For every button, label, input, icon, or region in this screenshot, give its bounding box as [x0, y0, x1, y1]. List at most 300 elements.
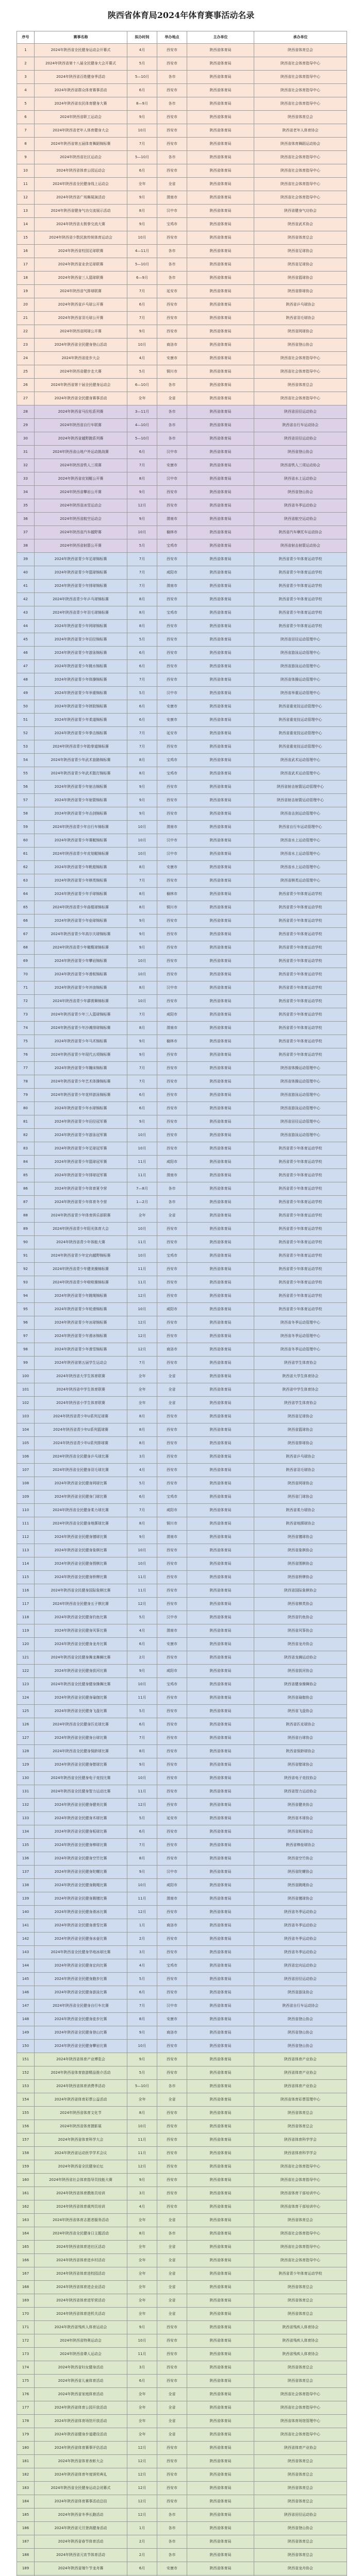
cell-time: 9月: [127, 218, 157, 231]
cell-organizer: 陕西省中学生体育协会: [254, 1383, 347, 1397]
cell-time: 10月: [127, 821, 157, 834]
table-row: [17, 1370, 347, 1383]
table-row: [17, 914, 347, 928]
cell-host: 陕西省体育局: [187, 513, 254, 526]
cell-time: 5月: [127, 365, 157, 379]
cell-time: 6—9月: [127, 272, 157, 285]
cell-event-name: 2024年陕西省全民健身滑雪比赛: [35, 1919, 127, 1933]
cell-no: 90: [17, 1236, 35, 1249]
cell-time: 全年: [127, 2388, 157, 2401]
cell-no: 147: [17, 1999, 35, 2013]
cell-event-name: 2024年陕西省全民健身徒步比赛: [35, 2013, 127, 2026]
cell-time: 12月: [127, 1316, 157, 1330]
cell-event-name: 2024年陕西省全民健身空竹比赛: [35, 1852, 127, 1866]
table-row: [17, 1584, 347, 1598]
cell-host: 陕西省体育局: [187, 2107, 254, 2120]
cell-host: 陕西省体育局: [187, 44, 254, 57]
cell-organizer: 陕西省田径运动协会: [254, 432, 347, 446]
table-row: [17, 205, 347, 218]
cell-host: 陕西省体育局: [187, 84, 254, 97]
cell-place: 渭南市: [157, 1624, 187, 1638]
cell-host: 陕西省体育局: [187, 2375, 254, 2388]
table-row: [17, 1772, 347, 1785]
cell-place: 西安市: [157, 914, 187, 928]
cell-time: 7月: [127, 1999, 157, 2013]
table-row: [17, 1102, 347, 1115]
cell-event-name: 2024年陕西省青少年羽毛球锦标赛: [35, 606, 127, 620]
column-header-host: 主办单位: [187, 31, 254, 44]
cell-place: 西安市: [157, 1089, 187, 1102]
cell-organizer: 陕西省拔河协会: [254, 1665, 347, 1678]
cell-no: 17: [17, 258, 35, 272]
table-row: [17, 2200, 347, 2214]
cell-time: 6月: [127, 1102, 157, 1115]
cell-place: 各市: [157, 2080, 187, 2093]
cell-time: 全年: [127, 2214, 157, 2227]
cell-no: 34: [17, 486, 35, 499]
cell-organizer: 陕西省汽车摩托车运动协会: [254, 526, 347, 539]
cell-place: 西安市: [157, 1691, 187, 1705]
cell-host: 陕西省体育局: [187, 1263, 254, 1276]
cell-time: 9月: [127, 513, 157, 526]
cell-time: 9月: [127, 191, 157, 205]
cell-place: 各市: [157, 258, 187, 272]
cell-time: 8月: [127, 472, 157, 486]
cell-organizer: 陕西省社会体育指导中心: [254, 2241, 347, 2254]
cell-organizer: 陕西省体育总会: [254, 2120, 347, 2133]
table-row: [17, 2401, 347, 2415]
cell-event-name: 2024年陕西省青少年曲棍球锦标赛: [35, 901, 127, 914]
cell-event-name: 2024年陕西省青少年手球锦标赛: [35, 888, 127, 901]
cell-place: 西安市: [157, 995, 187, 1008]
cell-no: 99: [17, 1357, 35, 1370]
table-row: [17, 298, 347, 312]
cell-place: 汉中市: [157, 834, 187, 848]
cell-host: 陕西省体育局: [187, 995, 254, 1008]
cell-time: 11月: [127, 1276, 157, 1290]
cell-organizer: 陕西省冬季运动协会: [254, 499, 347, 513]
cell-no: 46: [17, 647, 35, 660]
cell-event-name: 2024年陕西省全民健身门球比赛: [35, 1490, 127, 1504]
cell-place: 安康市: [157, 2562, 187, 2575]
cell-place: 西安市: [157, 1772, 187, 1785]
cell-no: 97: [17, 1330, 35, 1343]
cell-event-name: 2024年陕西省全民健身匹克球比赛: [35, 1718, 127, 1732]
cell-event-name: 2024年陕西省越野跑系列赛: [35, 432, 127, 446]
cell-no: 50: [17, 700, 35, 714]
cell-no: 70: [17, 968, 35, 981]
cell-event-name: 2024年陕西省健身步道建设活动: [35, 2428, 127, 2442]
cell-no: 100: [17, 1370, 35, 1383]
cell-event-name: 2024年陕西省全民健身踢毽比赛: [35, 1892, 127, 1906]
cell-organizer: 陕西省毽球协会: [254, 1531, 347, 1544]
cell-event-name: 2024年陕西省体育进社区活动: [35, 2241, 127, 2254]
cell-time: 7月: [127, 874, 157, 888]
cell-organizer: 陕西省乒乓球协会: [254, 1450, 347, 1464]
table-row: [17, 2428, 347, 2442]
cell-no: 65: [17, 901, 35, 914]
cell-no: 51: [17, 714, 35, 727]
cell-no: 3: [17, 71, 35, 84]
cell-time: 9月: [127, 2053, 157, 2066]
cell-organizer: 陕西省桥牌协会: [254, 1571, 347, 1584]
cell-no: 88: [17, 1209, 35, 1223]
cell-no: 130: [17, 1772, 35, 1785]
cell-place: 宝鸡市: [157, 539, 187, 553]
cell-organizer: 陕西省壁球协会: [254, 1758, 347, 1772]
cell-time: 8月: [127, 1745, 157, 1758]
cell-organizer: 陕西省社会体育指导中心: [254, 178, 347, 191]
cell-organizer: 陕西省自行车运动协会: [254, 1999, 347, 2013]
cell-organizer: 陕西省青少年体育运动学校: [254, 1263, 347, 1276]
cell-place: 各市: [157, 97, 187, 111]
cell-place: 西安市: [157, 1933, 187, 1946]
table-row: [17, 1758, 347, 1772]
cell-time: 全年: [127, 2294, 157, 2308]
table-row: [17, 1624, 347, 1638]
cell-host: 陕西省体育局: [187, 2522, 254, 2535]
cell-organizer: 陕西省射击射箭运动管理中心: [254, 794, 347, 807]
cell-no: 72: [17, 995, 35, 1008]
cell-no: 95: [17, 1303, 35, 1316]
cell-time: 11月: [127, 2348, 157, 2361]
cell-organizer: 陕西省定向运动协会: [254, 1959, 347, 1973]
cell-host: 陕西省体育局: [187, 2214, 254, 2227]
table-row: [17, 325, 347, 338]
cell-no: 115: [17, 1571, 35, 1584]
cell-place: 各市: [157, 272, 187, 285]
table-row: [17, 1397, 347, 1410]
cell-event-name: 2024年陕西省全民健身冰壶比赛: [35, 1933, 127, 1946]
cell-no: 7: [17, 124, 35, 138]
cell-organizer: 陕西省青少年体育运动学校: [254, 928, 347, 941]
cell-host: 陕西省体育局: [187, 1557, 254, 1571]
cell-event-name: 2024年陕西省青少年跳水锦标赛: [35, 660, 127, 673]
cell-event-name: 2024年陕西省青少年橄榄球锦标赛: [35, 941, 127, 955]
cell-organizer: 陕西省青少年体育运动学校: [254, 1182, 347, 1196]
cell-no: 136: [17, 1852, 35, 1866]
cell-no: 23: [17, 338, 35, 352]
table-row: [17, 231, 347, 245]
cell-organizer: 陕西省篮球协会: [254, 272, 347, 285]
table-row: [17, 1638, 347, 1651]
cell-event-name: 2024年陕西省全民健身拔河比赛: [35, 1665, 127, 1678]
table-row: [17, 754, 347, 767]
cell-event-name: 2024年陕西省体育进乡村活动: [35, 2254, 127, 2267]
cell-no: 89: [17, 1223, 35, 1236]
cell-organizer: 陕西省风筝协会: [254, 1624, 347, 1638]
cell-place: 西安市: [157, 231, 187, 245]
cell-place: 西安市: [157, 1584, 187, 1598]
cell-no: 42: [17, 593, 35, 606]
table-header-row: [17, 31, 347, 44]
cell-time: 3月: [127, 1450, 157, 1464]
cell-time: 全年: [127, 392, 157, 405]
cell-event-name: 2024年陕西省运动医学学术会议: [35, 2147, 127, 2160]
cell-place: 西安市: [157, 2468, 187, 2482]
table-row: [17, 727, 347, 740]
table-row: [17, 352, 347, 365]
table-row: [17, 1263, 347, 1276]
cell-no: 77: [17, 1062, 35, 1075]
cell-event-name: 2024年陕西省体育文化节: [35, 2107, 127, 2120]
cell-organizer: 陕西省围棋协会: [254, 1557, 347, 1571]
table-row: [17, 1008, 347, 1022]
table-row: [17, 1156, 347, 1169]
cell-no: 106: [17, 1450, 35, 1464]
cell-place: 西安市: [157, 1236, 187, 1249]
cell-host: 陕西省体育局: [187, 1370, 254, 1383]
cell-no: 29: [17, 419, 35, 432]
cell-no: 173: [17, 2348, 35, 2361]
table-row: [17, 955, 347, 968]
cell-no: 188: [17, 2549, 35, 2562]
cell-time: 9月: [127, 2174, 157, 2187]
cell-place: 西安市: [157, 633, 187, 647]
cell-host: 陕西省体育局: [187, 633, 254, 647]
cell-organizer: 陕西省游泳运动管理中心: [254, 1089, 347, 1102]
cell-place: 西安市: [157, 1450, 187, 1464]
cell-organizer: 陕西省体育科学学会: [254, 2147, 347, 2160]
cell-organizer: 陕西省登山协会: [254, 446, 347, 459]
cell-place: 各市: [157, 2522, 187, 2535]
cell-no: 168: [17, 2281, 35, 2294]
cell-event-name: 2024年陕西省羽毛球公开赛: [35, 312, 127, 325]
cell-no: 76: [17, 1048, 35, 1062]
table-row: [17, 365, 347, 379]
cell-event-name: 2024年陕西省山地户外运动挑战赛: [35, 446, 127, 459]
cell-time: 9月: [127, 111, 157, 124]
cell-no: 156: [17, 2120, 35, 2133]
cell-event-name: 2024年陕西省青少年U系列足球赛: [35, 1410, 127, 1423]
cell-no: 91: [17, 1249, 35, 1263]
cell-no: 135: [17, 1839, 35, 1852]
cell-time: 9月: [127, 1531, 157, 1544]
cell-event-name: 2024年陕西省少数民族传统体育运动会: [35, 231, 127, 245]
table-row: [17, 2415, 347, 2428]
cell-time: 12月: [127, 1598, 157, 1611]
cell-event-name: 2024年陕西省徒步大会: [35, 352, 127, 365]
cell-organizer: 陕西省龙狮运动协会: [254, 1651, 347, 1665]
cell-host: 陕西省体育局: [187, 1611, 254, 1624]
cell-time: 全年: [127, 2241, 157, 2254]
cell-time: 6月: [127, 164, 157, 178]
cell-time: 3月: [127, 1946, 157, 1959]
cell-organizer: 陕西省社会体育指导中心: [254, 191, 347, 205]
table-row: [17, 218, 347, 231]
cell-organizer: 陕西省冬季运动管理中心: [254, 1343, 347, 1357]
cell-organizer: 陕西省社会体育指导中心: [254, 2174, 347, 2187]
cell-time: 10月: [127, 1544, 157, 1557]
cell-time: 5月: [127, 1812, 157, 1825]
cell-organizer: 陕西省重竞技运动管理中心: [254, 700, 347, 714]
cell-host: 陕西省体育局: [187, 1397, 254, 1410]
cell-organizer: 陕西省青少年体育运动学校: [254, 1249, 347, 1263]
cell-host: 陕西省体育局: [187, 1531, 254, 1544]
cell-event-name: 2024年陕西省全民健身游泳比赛: [35, 1986, 127, 1999]
cell-host: 陕西省体育局: [187, 392, 254, 405]
cell-no: 19: [17, 285, 35, 298]
cell-place: 西安市: [157, 1075, 187, 1089]
cell-no: 24: [17, 352, 35, 365]
cell-time: 9月: [127, 325, 157, 338]
table-row: [17, 807, 347, 821]
cell-event-name: 2024年陕西省全民健身板球比赛: [35, 1825, 127, 1839]
cell-event-name: 2024年陕西省体育旅游精品推介活动: [35, 2066, 127, 2080]
table-row: [17, 285, 347, 298]
cell-event-name: 2024年陕西省全民健身地掷球比赛: [35, 1517, 127, 1531]
cell-place: 全省: [157, 1397, 187, 1410]
cell-place: 西安市: [157, 1544, 187, 1557]
cell-no: 181: [17, 2455, 35, 2468]
cell-time: 10月: [127, 848, 157, 861]
cell-no: 121: [17, 1651, 35, 1665]
cell-host: 陕西省体育局: [187, 1933, 254, 1946]
cell-organizer: 陕西省青少年体育运动学校: [254, 1156, 347, 1169]
cell-no: 1: [17, 44, 35, 57]
cell-organizer: 陕西省排球协会: [254, 285, 347, 298]
cell-place: 西安市: [157, 1276, 187, 1290]
cell-organizer: 陕西省保龄球协会: [254, 1745, 347, 1758]
cell-time: 6月: [127, 2562, 157, 2575]
cell-place: 咸阳市: [157, 1008, 187, 1022]
cell-event-name: 2024年陕西省全民健身跳绳比赛: [35, 1879, 127, 1892]
table-row: [17, 1732, 347, 1745]
cell-organizer: 陕西省电子竞技协会: [254, 1772, 347, 1785]
table-row: [17, 405, 347, 419]
table-row: [17, 1450, 347, 1464]
cell-organizer: 陕西省冬季运动协会: [254, 1933, 347, 1946]
cell-host: 陕西省体育局: [187, 1544, 254, 1557]
cell-event-name: 2024年陕西省青少年跆拳道锦标赛: [35, 740, 127, 754]
cell-time: 8—9月: [127, 97, 157, 111]
cell-no: 110: [17, 1504, 35, 1517]
cell-event-name: 2024年陕西省青少年赛艇锦标赛: [35, 834, 127, 848]
cell-host: 陕西省体育局: [187, 2361, 254, 2375]
table-row: [17, 2241, 347, 2254]
cell-event-name: 2024年陕西省乒乓球公开赛: [35, 298, 127, 312]
cell-time: 7月: [127, 566, 157, 580]
cell-place: 西安市: [157, 2120, 187, 2133]
cell-host: 陕西省体育局: [187, 740, 254, 754]
cell-organizer: 陕西省社会体育指导中心: [254, 2401, 347, 2415]
cell-host: 陕西省体育局: [187, 486, 254, 499]
cell-event-name: 2024年陕西省体育年度颁奖典礼: [35, 2468, 127, 2482]
cell-host: 陕西省体育局: [187, 2348, 254, 2361]
cell-organizer: 陕西省游泳协会: [254, 1986, 347, 1999]
cell-event-name: 2024年陕西省全民健身柔力球比赛: [35, 1504, 127, 1517]
cell-no: 149: [17, 2026, 35, 2040]
cell-time: 4—11月: [127, 245, 157, 258]
cell-time: 10月: [127, 1223, 157, 1236]
table-row: [17, 1209, 347, 1223]
table-row: [17, 1022, 347, 1035]
cell-event-name: 2024年陕西省全民健身旱地冰球比赛: [35, 1946, 127, 1959]
cell-time: 8月: [127, 593, 157, 606]
cell-time: 6月: [127, 446, 157, 459]
cell-host: 陕西省体育局: [187, 647, 254, 660]
cell-time: 8月: [127, 1022, 157, 1035]
cell-host: 陕西省体育局: [187, 1223, 254, 1236]
cell-event-name: 2024年陕西省青少年柔道锦标赛: [35, 714, 127, 727]
cell-host: 陕西省体育局: [187, 1799, 254, 1812]
cell-event-name: 2024年陕西省体育公园运动会: [35, 164, 127, 178]
cell-time: 5月: [127, 687, 157, 700]
cell-place: 各市: [157, 1196, 187, 1209]
cell-host: 陕西省体育局: [187, 1638, 254, 1651]
table-row: [17, 2080, 347, 2093]
cell-host: 陕西省体育局: [187, 2455, 254, 2468]
cell-host: 陕西省体育局: [187, 1196, 254, 1209]
cell-no: 126: [17, 1718, 35, 1732]
table-row: [17, 1678, 347, 1691]
cell-event-name: 2024年陕西省全民健身跑步比赛: [35, 1973, 127, 1986]
cell-place: 西安市: [157, 1223, 187, 1236]
table-row: [17, 2468, 347, 2482]
cell-place: 西安市: [157, 2053, 187, 2066]
table-row: [17, 714, 347, 727]
table-row: [17, 1343, 347, 1357]
table-row: [17, 2026, 347, 2040]
cell-no: 167: [17, 2267, 35, 2281]
cell-no: 18: [17, 272, 35, 285]
table-row: [17, 1357, 347, 1370]
cell-host: 陕西省体育局: [187, 928, 254, 941]
cell-event-name: 2024年陕西省校园足球联赛: [35, 245, 127, 258]
cell-place: 安康市: [157, 1638, 187, 1651]
cell-organizer: 陕西省社会体育指导中心: [254, 2160, 347, 2174]
cell-event-name: 2024年陕西省第十届全民健身运动会: [35, 379, 127, 392]
cell-event-name: 2024年陕西省百姓健身季活动: [35, 71, 127, 84]
cell-place: 铜川市: [157, 1517, 187, 1531]
cell-organizer: 陕西省柔力球协会: [254, 1504, 347, 1517]
cell-no: 71: [17, 981, 35, 995]
cell-event-name: 2024年陕西省体育公园开放活动: [35, 2401, 127, 2415]
cell-no: 26: [17, 379, 35, 392]
cell-no: 43: [17, 606, 35, 620]
cell-place: 各市: [157, 2509, 187, 2522]
cell-time: 11月: [127, 1263, 157, 1276]
cell-organizer: 陕西省冬季运动协会: [254, 1906, 347, 1919]
cell-no: 15: [17, 231, 35, 245]
cell-place: 西安市: [157, 1825, 187, 1839]
cell-organizer: 陕西省体育科学学会: [254, 2133, 347, 2147]
table-row: [17, 97, 347, 111]
cell-place: 西安市: [157, 660, 187, 673]
cell-organizer: 陕西省体操运动管理中心: [254, 1075, 347, 1089]
cell-place: 各市: [157, 2227, 187, 2241]
cell-no: 85: [17, 1169, 35, 1182]
cell-time: 11月: [127, 1236, 157, 1249]
cell-event-name: 2024年陕西省全民健身围棋比赛: [35, 1557, 127, 1571]
cell-host: 陕西省体育局: [187, 138, 254, 151]
cell-host: 陕西省体育局: [187, 1866, 254, 1879]
cell-event-name: 2024年陕西省青少年自行车锦标赛: [35, 821, 127, 834]
cell-organizer: 陕西省老年人体育协会: [254, 124, 347, 138]
cell-event-name: 2024年陕西省青少年足球锦标赛: [35, 553, 127, 566]
cell-time: 全年: [127, 2267, 157, 2281]
cell-place: 各市: [157, 2549, 187, 2562]
table-row: [17, 338, 347, 352]
cell-place: 汉中市: [157, 687, 187, 700]
cell-host: 陕西省体育局: [187, 1209, 254, 1223]
cell-time: 10月: [127, 995, 157, 1008]
cell-host: 陕西省体育局: [187, 1772, 254, 1785]
cell-organizer: 陕西省冬季运动管理中心: [254, 1330, 347, 1343]
cell-host: 陕西省体育局: [187, 1169, 254, 1182]
cell-no: 35: [17, 499, 35, 513]
column-header-organizer: 承办单位: [254, 31, 347, 44]
